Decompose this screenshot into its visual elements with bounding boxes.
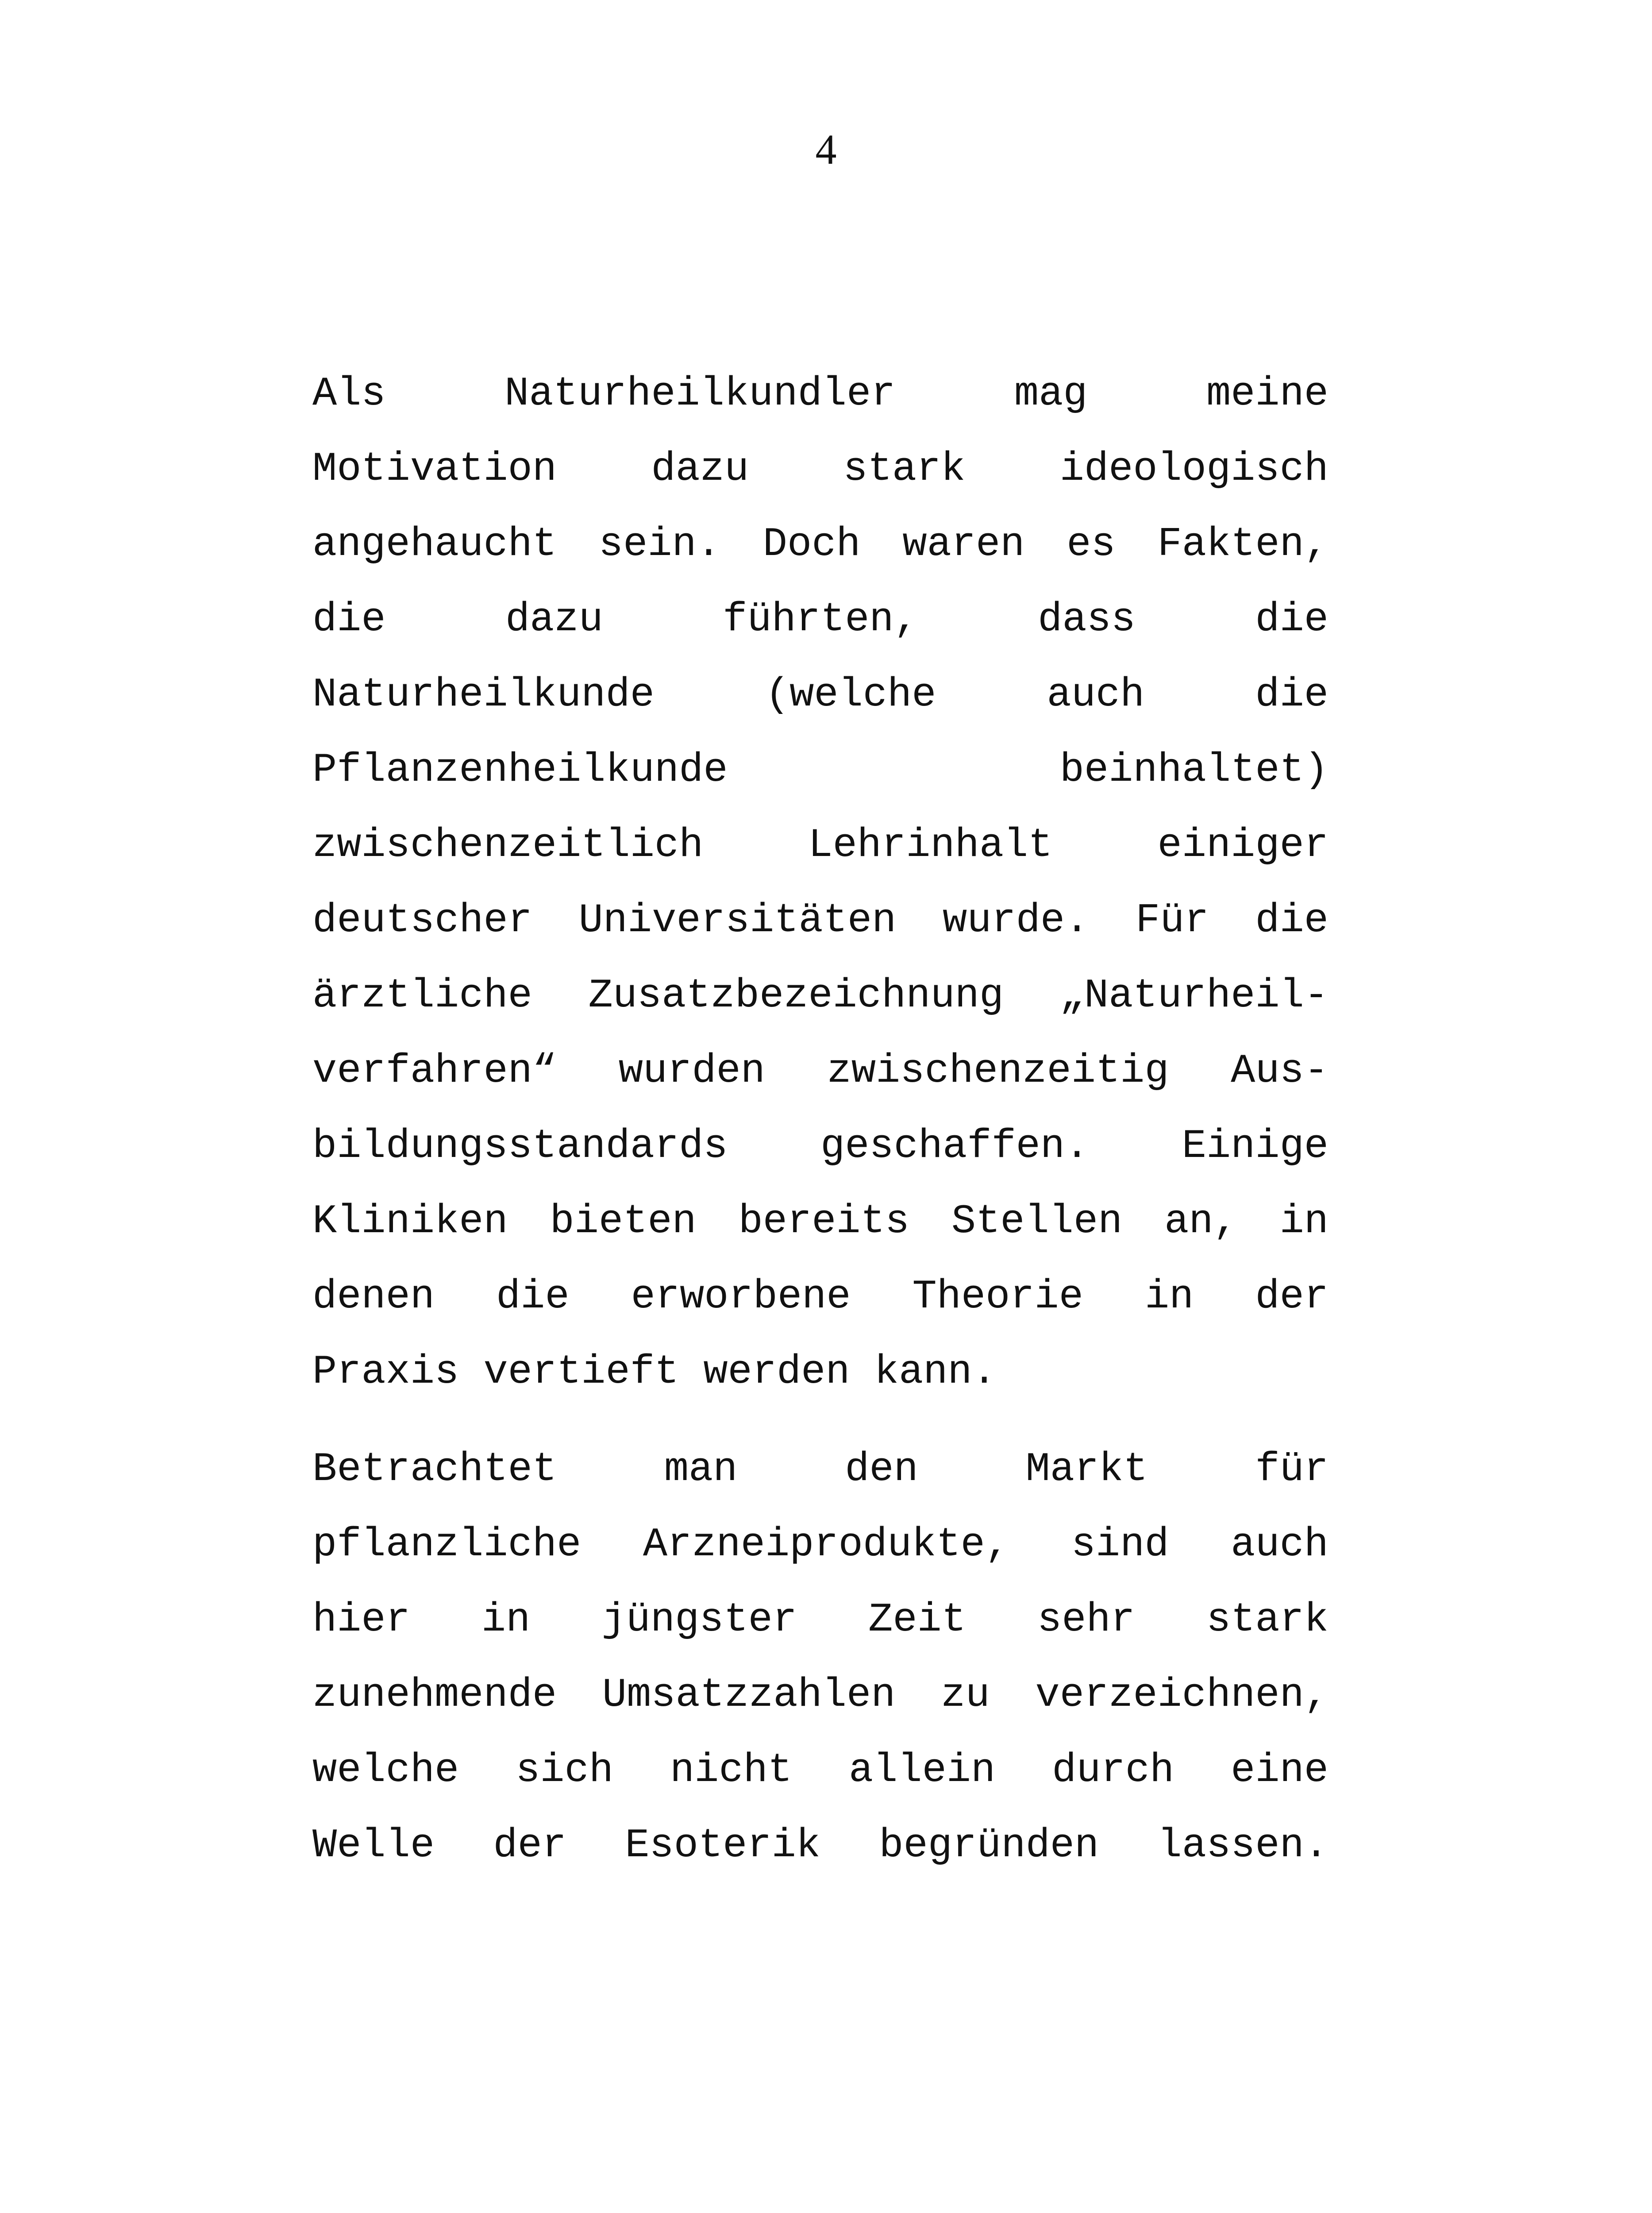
text-line: zwischenzeitlich Lehrinhalt einiger [312, 822, 1329, 868]
text-line: ärztliche Zusatzbezeichnung „Naturheil- [312, 972, 1329, 1019]
text-line: Als Naturheilkundler mag meine [312, 370, 1329, 417]
text-line: Kliniken bieten bereits Stellen an, in [312, 1198, 1329, 1245]
text-line: Pflanzenheilkunde beinhaltet) [312, 747, 1329, 793]
text-line: denen die erworbene Theorie in der [312, 1273, 1329, 1320]
text-line: pflanzliche Arzneiprodukte, sind auch [312, 1521, 1329, 1568]
text-line: Welle der Esoterik begründen lassen. [312, 1822, 1329, 1869]
text-line: Motivation dazu stark ideologisch [312, 446, 1329, 492]
paragraph-2 [312, 1432, 1329, 1883]
text-line: angehaucht sein. Doch waren es Fakten, [312, 521, 1329, 567]
text-line: deutscher Universitäten wurde. Für die [312, 897, 1329, 944]
text-line: welche sich nicht allein durch eine [312, 1747, 1329, 1793]
text-line: Betrachtet man den Markt für [312, 1446, 1329, 1492]
text-line: verfahren“ wurden zwischenzeitig Aus- [312, 1048, 1329, 1094]
page-number: 4 [815, 126, 837, 173]
text-line: zunehmende Umsatzzahlen zu verzeichnen, [312, 1672, 1329, 1718]
text-line: Praxis vertieft werden kann. [312, 1349, 997, 1395]
text-line: bildungsstandards geschaffen. Einige [312, 1123, 1329, 1169]
paragraph-1 [312, 356, 1329, 1410]
text-line: hier in jüngster Zeit sehr stark [312, 1596, 1329, 1643]
body-text [312, 356, 1329, 1883]
paragraph-gap [312, 1410, 1329, 1432]
text-line: die dazu führten, dass die [312, 596, 1329, 643]
text-line: Naturheilkunde (welche auch die [312, 671, 1329, 718]
